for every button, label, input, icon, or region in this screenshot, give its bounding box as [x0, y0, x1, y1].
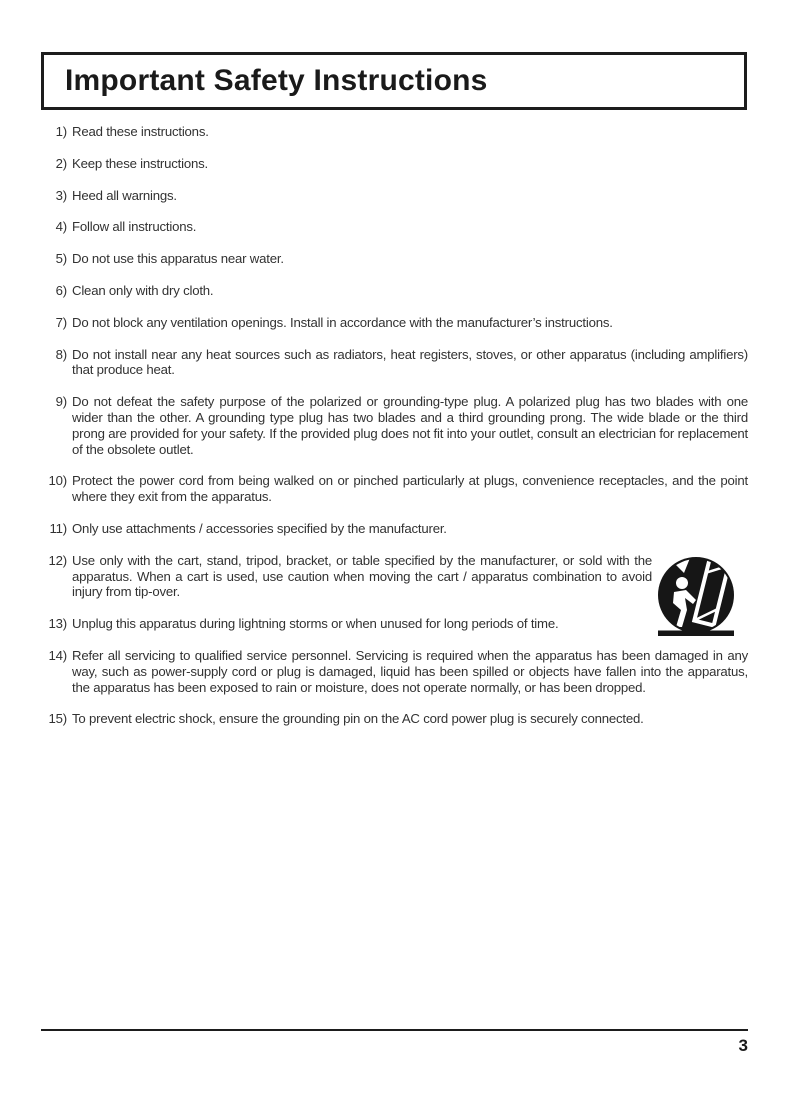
- item-number: 8): [55, 346, 67, 362]
- title-box: [41, 52, 747, 110]
- item-text: Clean only with dry cloth.: [72, 282, 214, 298]
- list-item: [40, 521, 748, 537]
- item-text: Do not install near any heat sources such as radiators, heat registers, stoves, or other apparatus (including amplifiers) that produce heat.: [72, 346, 748, 378]
- item-text: Follow all instructions.: [72, 219, 197, 235]
- list-item: [40, 394, 748, 457]
- item-text: To prevent electric shock, ensure the grounding pin on the AC cord power plug is securely connected.: [72, 711, 644, 727]
- list-item: [40, 124, 748, 140]
- list-item: [40, 553, 748, 600]
- item-text: Unplug this apparatus during lightning storms or when unused for long periods of time.: [72, 616, 559, 632]
- item-number: 2): [55, 155, 67, 171]
- item-number: 9): [55, 394, 67, 410]
- list-item: [40, 616, 748, 632]
- item-text: Protect the power cord from being walked on or pinched particularly at plugs, convenience receptacles, and the point where they exit from the apparatus.: [72, 473, 748, 505]
- item-text: Use only with the cart, stand, tripod, bracket, or table specified by the manufacturer, or sold with the apparatus. When a cart is used, use caution when moving the cart / apparatus combination to avoid injury from tip-over.: [72, 552, 652, 600]
- list-item: [40, 251, 748, 267]
- list-item: [40, 219, 748, 235]
- item-number: 6): [55, 282, 67, 298]
- cart-tip-over-warning-icon: [656, 554, 736, 638]
- item-number: 7): [55, 314, 67, 330]
- item-text: Refer all servicing to qualified service personnel. Servicing is required when the apparatus has been damaged in any way, such as power-supply cord or plug is damaged, liquid has been spilled or objects have fallen into the apparatus, the apparatus has been exposed to rain or moisture, does not operate normally, or has been dropped.: [72, 647, 748, 695]
- safety-instructions-list: [40, 124, 748, 743]
- list-item: [40, 188, 748, 204]
- item-text: Keep these instructions.: [72, 155, 208, 171]
- item-number: 4): [55, 219, 67, 235]
- item-text: Do not use this apparatus near water.: [72, 251, 284, 267]
- item-number: 5): [55, 251, 67, 267]
- item-number: 3): [55, 187, 67, 203]
- item-number: 13): [48, 616, 67, 632]
- item-text: Do not block any ventilation openings. Install in accordance with the manufacturer’s instructions.: [72, 314, 613, 330]
- page-title: Important Safety Instructions: [65, 64, 488, 97]
- item-number: 15): [48, 711, 67, 727]
- item-number: 11): [49, 520, 67, 536]
- list-item: [40, 315, 748, 331]
- list-item: [40, 156, 748, 172]
- list-item: [40, 283, 748, 299]
- item-number: 14): [48, 647, 67, 663]
- list-item: [40, 648, 748, 695]
- item-number: 1): [55, 124, 67, 139]
- item-number: 10): [48, 473, 67, 489]
- item-text: Read these instructions.: [72, 124, 209, 139]
- item-text: Heed all warnings.: [72, 187, 177, 203]
- list-item: [40, 473, 748, 505]
- list-item: [40, 347, 748, 379]
- footer-rule: [41, 1029, 748, 1031]
- item-text: Only use attachments / accessories specified by the manufacturer.: [72, 520, 447, 536]
- item-number: 12): [48, 552, 67, 568]
- page-number: 3: [738, 1036, 748, 1055]
- item-text: Do not defeat the safety purpose of the polarized or grounding-type plug. A polarized plug has two blades with one wider than the other. A grounding type plug has two blades and a third grounding prong. The wide blade or the third prong are provided for your safety. If the provided plug does not fit into your outlet, consult an electrician for replacement of the obsolete outlet.: [72, 394, 748, 457]
- list-item: [40, 711, 748, 727]
